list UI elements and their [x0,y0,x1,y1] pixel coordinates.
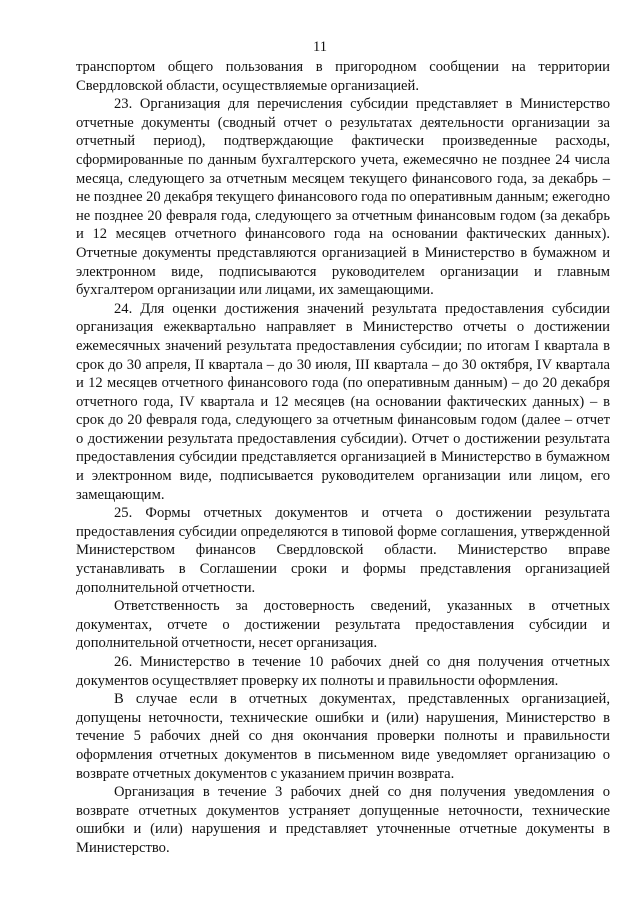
paragraph-item-24: 24. Для оценки достижения значений результата предоставления субсидии организация ежеквартально направляет в Министерство отчеты о достижении ежемесячных значений результата предоставления субсидии; по итогам I квартала в срок до 30 апреля, II квартала – до 30 июля, III квартала – до 30 октября, IV квартала и 12 месяцев отчетного финансового года (по оперативным данным) – до 20 декабря отчетного года, IV квартала и 12 месяцев (на основании фактических данных) – в срок до 20 февраля года, следующего за отчетным финансовым годом (далее – отчет о достижении результата предоставления субсидии). Отчет о достижении результата предоставления субсидии представляется организацией в Министерство в бумажном и электронном виде, подписывается руководителем организации или лицом, его замещающим. [76,300,610,503]
document-body [76,58,610,858]
paragraph-return-notice: В случае если в отчетных документах, представленных организацией, допущены неточности, технические ошибки и (или) нарушения, Министерство в течение 5 рабочих дней со дня окончания проверки полноты и правильности оформления отчетных документов в письменном виде уведомляет организацию о возврате отчетных документов с указанием причин возврата. [76,691,610,782]
paragraph-item-23: 23. Организация для перечисления субсидии представляет в Министерство отчетные документы (сводный отчет о результатах деятельности организации за отчетный период), подтверждающие фактически произведенные расходы, сформированные по данным бухгалтерского учета, ежемесячно не позднее 24 числа месяца, следующего за отчетным месяцем текущего финансового года, за декабрь – не позднее 20 декабря текущего финансового года по оперативным данным; ежегодно не позднее 20 февраля года, следующего за отчетным финансовым годом (за декабрь и 12 месяцев отчетного финансового года на основании фактических данных). Отчетные документы представляются организацией в Министерство в бумажном и электронном виде, подписываются руководителем организации и главным бухгалтером организации или лицами, их замещающими. [76,96,610,299]
paragraph-continuation: транспортом общего пользования в пригородном сообщении на территории Свердловской области, осуществляемые организацией. [76,59,610,94]
paragraph-responsibility: Ответственность за достоверность сведений, указанных в отчетных документах, отчете о достижении результата предоставления субсидии и дополнительной отчетности, несет организация. [76,598,610,652]
page-number: 11 [313,39,327,55]
paragraph-item-25: 25. Формы отчетных документов и отчета о достижении результата предоставления субсидии определяются в типовой форме соглашения, утвержденной Министерством финансов Свердловской области. Министерство вправе устанавливать в Соглашении сроки и формы представления организацией дополнительной отчетности. [76,505,610,596]
paragraph-item-26: 26. Министерство в течение 10 рабочих дней со дня получения отчетных документов осуществляет проверку их полноты и правильности оформления. [76,654,610,689]
paragraph-resubmission: Организация в течение 3 рабочих дней со дня получения уведомления о возврате отчетных документов устраняет допущенные неточности, технические ошибки и (или) нарушения и представляет уточненные отчетные документы в Министерство. [76,784,610,856]
